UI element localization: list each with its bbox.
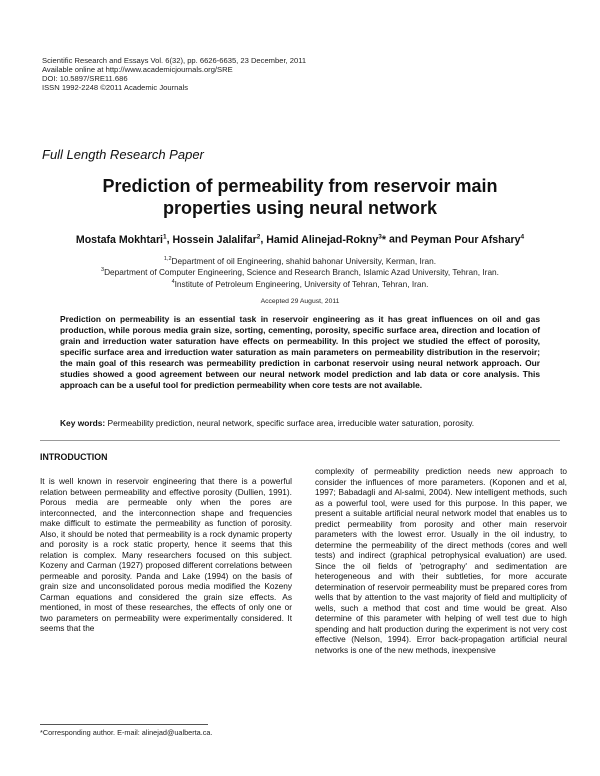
footnote-divider (40, 724, 208, 725)
keywords-text: Permeability prediction, neural network, specific surface area, irreducible water saturation, porosity. (105, 418, 475, 428)
journal-issn: ISSN 1992-2248 ©2011 Academic Journals (42, 83, 189, 92)
journal-info (42, 56, 306, 92)
affiliation-1: $^{1,2}$Department of oil Engineering, shahid bahonar University, Kerman, Iran. (163, 255, 437, 266)
accepted-date: Accepted 29 August, 2011 (260, 298, 340, 305)
abstract: Prediction on permeability is an essential task in reservoir engineering as it has great influences on oil and gas production, while porous media grain size, sorting, cementing, porosity, specific surface area, direction and location of grain and irreduction water saturation have effects on permeability. In this project we studied the effect of porosity, specific surface area and irreduction water saturation as main parameters on permeability distribution in the reservoir; the main goal of this research was permeability prediction in carbonat reservoir using neural network approach. Our studies showed a good agreement between our neural network model prediction and lab data or core analysis. This approach can be a useful tool for prediction permeability when core tests are not available. (60, 314, 540, 390)
corresponding-author-footnote: *Corresponding author. E-mail: alinejad@ualberta.ca. (40, 728, 213, 737)
journal-citation: Scientific Research and Essays Vol. 6(32), pp. 6626-6635, 23 December, 2011 (42, 56, 307, 65)
author-4: Peyman Pour Afshary$^4$ (410, 233, 525, 246)
title-line-1: Prediction of permeability from reservoir main (102, 176, 498, 196)
journal-doi: DOI: 10.5897/SRE11.686 (42, 74, 128, 83)
author-list: Mostafa Mokhtari$^1$, Hossein Jalalifar$^2$, Hamid Alinejad-Rokny$^3$* and Peyman Pour Afshary$^4$ (75, 233, 525, 246)
affiliations (30, 255, 570, 289)
affiliation-3: $^4$Institute of Petroleum Engineering, University of Tehran, Tehran, Iran. (171, 278, 429, 289)
journal-url: Available online at http://www.academicjournals.org/SRE (42, 65, 233, 74)
author-3: Hamid Alinejad-Rokny$^3$* (266, 233, 387, 246)
author-2: Hossein Jalalifar$^2$ (172, 233, 261, 246)
author-1: Mostafa Mokhtari$^1$ (75, 233, 167, 246)
affiliation-2: $^3$Department of Computer Engineering, Science and Research Branch, Islamic Azad University, Tehran, Iran. (101, 267, 499, 278)
section-divider (40, 440, 560, 441)
introduction-right-column: complexity of permeability prediction needs new approach to consider the influences of more parameters. (Koponen and et al, 1997; Babadagli and Al-salmi, 2004). New intelligent methods, such as a powerful tool, were used for this purpose. In this paper, we present a suitable artificial neural network model that enables us to predict permeability from porosity and other main reservoir parameters with the lowest error. Usually in the oil industry, to determine the permeability of the direct methods (cores and well tests) and indirect (graphical petrophysical evaluation) are used. Since the oil fields of 'petrography' and sedimentation are heterogeneous and with their subtleties, for more accurate determination of reservoir permeability must be prepared cores from wells that by attention to the vast majority of field and multiplicity of wells, such a method that cost and time would be great. Also determine of this parameter with helping of well test due to high spending and halt production during the experiment is not very cost effective (Nelson, 1994). Error back-propagation artificial neural networks is one of the new methods, inexpensive (315, 466, 567, 655)
introduction-heading: INTRODUCTION (40, 452, 108, 462)
paper-type: Full Length Research Paper (42, 147, 204, 162)
introduction-left-column: It is well known in reservoir engineering that there is a powerful relation between permeability and effective porosity (Dullien, 1991). Porous media are permeable only when the pores are interconnected, and the interconnection shape and frequencies make difficult to estimate the permeability as function of porosity. Also, it should be noted that permeability is a rock dynamic property and porosity is a rock static property, hence it seems that this relation is complex. Many researchers focused on this subject. Kozeny and Carman (1927) proposed different correlations between permeable and porosity. Panda and Lake (1994) on the basis of grain size and unconsolidated porous media modified the Kozeny Carman equations and considered the grain size effects. As mentioned, in most of these researches, the effects of only one or two parameters on permeability were experimentally considered. It seems that the (40, 476, 292, 633)
keywords-label: Key words: (60, 418, 106, 428)
keywords (60, 418, 580, 429)
title-line-2: properties using neural network (162, 198, 438, 218)
paper-title (40, 175, 560, 219)
